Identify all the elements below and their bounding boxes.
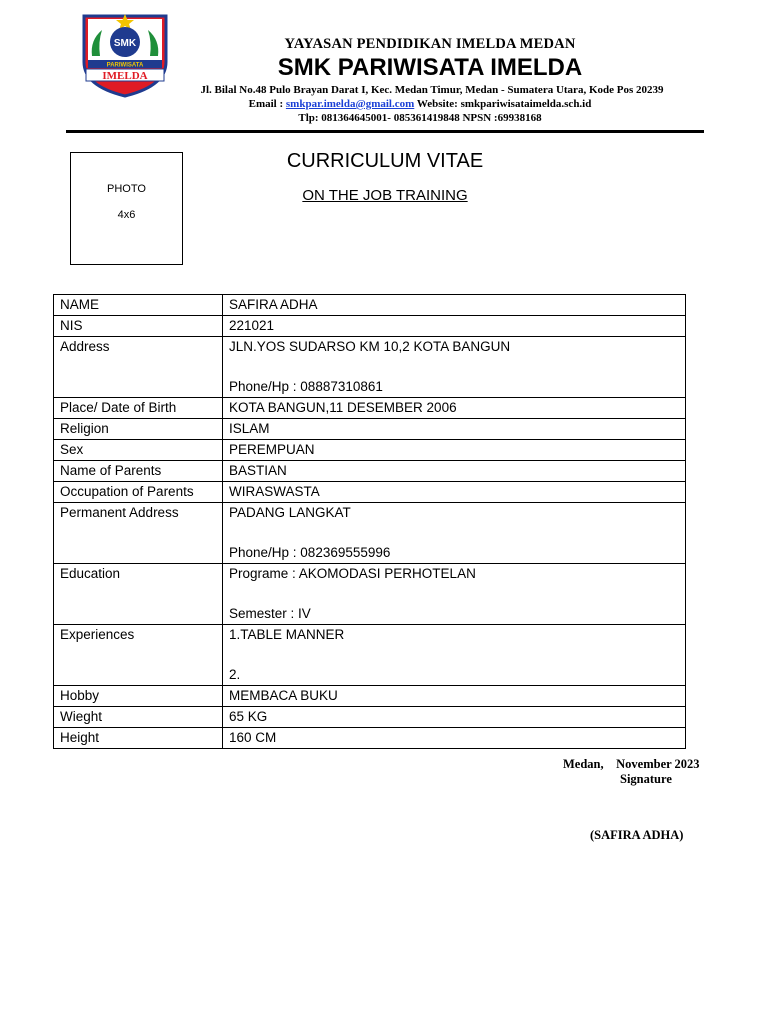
photo-label: PHOTO (107, 183, 146, 195)
field-label: Hobby (54, 686, 223, 707)
table-row (54, 461, 686, 482)
subtitle-text: ON THE JOB TRAINING (302, 187, 468, 204)
table-row (54, 482, 686, 503)
phone-line: Tlp: 081364645001- 085361419848 NPSN :69938168 (298, 112, 542, 124)
table-row (54, 419, 686, 440)
field-value: SAFIRA ADHA (229, 297, 318, 312)
place-date: Medan, November 2023 (563, 757, 700, 771)
field-value-cell (223, 728, 686, 749)
field-label: NIS (54, 316, 223, 337)
field-value-secondary: 2. (229, 667, 241, 682)
table-row (54, 686, 686, 707)
field-value-cell (223, 564, 686, 625)
table-row (54, 564, 686, 625)
field-label: Wieght (54, 707, 223, 728)
field-value-cell (223, 398, 686, 419)
cv-table-body (54, 295, 686, 749)
table-row (54, 440, 686, 461)
field-label: Name of Parents (54, 461, 223, 482)
field-value: 65 KG (229, 709, 268, 724)
field-value-secondary: Semester : IV (229, 606, 311, 621)
signer-name: (SAFIRA ADHA) (590, 828, 684, 842)
school-address: Jl. Bilal No.48 Pulo Brayan Darat I, Kec. Medan Timur, Medan - Sumatera Utara, Kode Pos 20239 (200, 84, 664, 96)
field-label: Place/ Date of Birth (54, 398, 223, 419)
field-value: KOTA BANGUN,11 DESEMBER 2006 (229, 400, 457, 415)
table-row (54, 707, 686, 728)
website-label: Website: (416, 98, 458, 110)
field-value-cell (223, 707, 686, 728)
table-row (54, 316, 686, 337)
field-value: 221021 (229, 318, 275, 333)
field-value-cell (223, 295, 686, 316)
table-row (54, 337, 686, 398)
foundation-name: YAYASAN PENDIDIKAN IMELDA MEDAN (284, 36, 576, 52)
field-value-cell (223, 337, 686, 398)
field-label: Sex (54, 440, 223, 461)
field-label: Experiences (54, 625, 223, 686)
field-value-cell (223, 440, 686, 461)
logo-text-bottom: IMELDA (102, 70, 148, 82)
field-value-cell (223, 461, 686, 482)
field-value-secondary: Phone/Hp : 08887310861 (229, 379, 383, 394)
field-value: 160 CM (229, 730, 277, 745)
field-label: NAME (54, 295, 223, 316)
field-value: ISLAM (229, 421, 270, 436)
field-label: Address (54, 337, 223, 398)
logo-text-top: SMK (113, 38, 137, 49)
field-value-secondary: Phone/Hp : 082369555996 (229, 545, 391, 560)
field-value-cell (223, 482, 686, 503)
cv-table (53, 294, 686, 749)
field-value: WIRASWASTA (229, 484, 320, 499)
table-row (54, 503, 686, 564)
field-value-cell (223, 419, 686, 440)
photo-size: 4x6 (117, 209, 136, 221)
page-title: CURRICULUM VITAE (286, 150, 484, 172)
field-value: PADANG LANGKAT (229, 505, 351, 520)
field-value: MEMBACA BUKU (229, 688, 338, 703)
photo-placeholder (70, 152, 183, 265)
contact-line (160, 98, 680, 110)
field-value-cell (223, 503, 686, 564)
signature-label: Signature (620, 772, 672, 786)
field-value-cell (223, 316, 686, 337)
logo-text-band: PARIWISATA (106, 62, 144, 69)
table-row (54, 398, 686, 419)
header-divider (66, 130, 704, 133)
field-label: Religion (54, 419, 223, 440)
field-label: Occupation of Parents (54, 482, 223, 503)
field-label: Height (54, 728, 223, 749)
field-value: PEREMPUAN (229, 442, 315, 457)
table-row (54, 295, 686, 316)
field-value: 1.TABLE MANNER (229, 627, 345, 642)
school-name: SMK PARIWISATA IMELDA (277, 54, 583, 81)
email-label: Email : (248, 98, 284, 110)
field-value-cell (223, 686, 686, 707)
table-row (54, 625, 686, 686)
website-text: smkpariwisataimelda.sch.id (460, 98, 592, 110)
table-row (54, 728, 686, 749)
field-value-cell (223, 625, 686, 686)
field-value: BASTIAN (229, 463, 287, 478)
field-value: Programe : AKOMODASI PERHOTELAN (229, 566, 476, 581)
email-link[interactable]: smkpar.imelda@gmail.com (285, 98, 415, 110)
field-label: Education (54, 564, 223, 625)
field-value: JLN.YOS SUDARSO KM 10,2 KOTA BANGUN (229, 339, 511, 354)
page-subtitle (180, 187, 590, 204)
field-label: Permanent Address (54, 503, 223, 564)
